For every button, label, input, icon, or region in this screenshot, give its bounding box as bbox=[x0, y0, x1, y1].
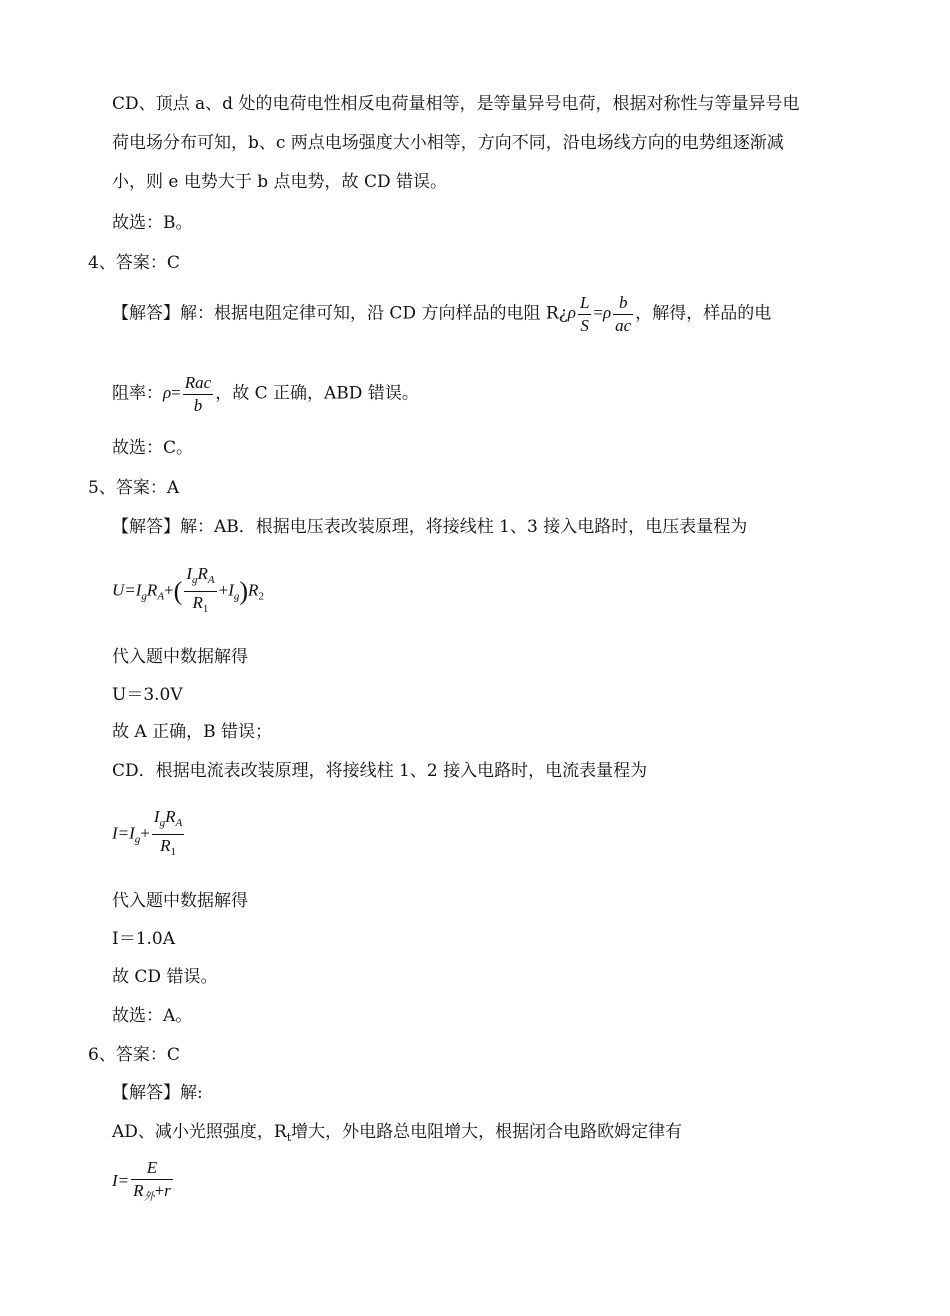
q4-choice: 故选：C。 bbox=[112, 438, 194, 458]
q5-voltage-formula: $U=I_gR_A+$( $\frac{I_gR_A}{R_1}$ $+I_g)R_2$ bbox=[112, 564, 264, 615]
q5-choice: 故选：A。 bbox=[112, 1006, 193, 1026]
q4-solution-line bbox=[112, 292, 862, 337]
q3-choice: 故选：B。 bbox=[112, 213, 193, 233]
q4-answer: 4、答案：C bbox=[88, 253, 180, 273]
q5-substitute-1: 代入题中数据解得 bbox=[112, 647, 248, 667]
q5-answer: 5、答案：A bbox=[88, 478, 180, 498]
q5-ab-intro: 【解答】解：AB．根据电压表改装原理，将接线柱 1、3 接入电路时，电压表量程为 bbox=[112, 517, 748, 537]
cd-analysis-line-3: 小，则 e 电势大于 b 点电势，故 CD 错误。 bbox=[112, 172, 448, 192]
q4-solution-suffix: ，解得，样品的电 bbox=[635, 303, 772, 324]
q4-solution-prefix: 【解答】解：根据电阻定律可知，沿 CD 方向样品的电阻 R¿ bbox=[112, 303, 568, 324]
q4-resistivity-prefix: 阻率： bbox=[112, 383, 163, 404]
q6-answer: 6、答案：C bbox=[88, 1045, 180, 1065]
cd-analysis-line-1: CD、顶点 a、d 处的电荷电性相反电荷量相等，是等量异号电荷，根据对称性与等量异号电 bbox=[112, 94, 800, 114]
q5-cd-intro: CD．根据电流表改装原理，将接线柱 1、2 接入电路时，电流表量程为 bbox=[112, 761, 648, 781]
q4-resistivity-line bbox=[112, 372, 862, 417]
q5-current-value: I＝1.0A bbox=[112, 929, 176, 949]
q5-cd-conclusion: 故 CD 错误。 bbox=[112, 967, 218, 987]
q5-voltage-value: U＝3.0V bbox=[112, 685, 183, 705]
q4-resistivity-suffix: ，故 C 正确，ABD 错误。 bbox=[215, 383, 419, 404]
q4-resistivity-formula: ρ= $\frac{\text{Rac}}{b}$ bbox=[163, 373, 212, 415]
q6-ohm-formula: I= $\frac{E}{R_外+r}$ bbox=[112, 1157, 171, 1203]
q4-resistance-formula: ρ $\frac{L}{S}$ =ρ $\frac{b}{ac}$ bbox=[567, 293, 632, 335]
q5-current-formula: $I=I_g+$ $\frac{I_gR_A}{R_1}$ bbox=[112, 807, 183, 858]
q6-solution-label: 【解答】解: bbox=[112, 1083, 203, 1103]
q5-substitute-2: 代入题中数据解得 bbox=[112, 891, 248, 911]
q5-ab-conclusion: 故 A 正确，B 错误； bbox=[112, 722, 272, 742]
cd-analysis-line-2: 荷电场分布可知，b、c 两点电场强度大小相等，方向不同，沿电场线方向的电势组逐渐减 bbox=[112, 133, 784, 153]
q6-ad-line: AD、减小光照强度，$R_t$增大，外电路总电阻增大，根据闭合电路欧姆定律有 bbox=[112, 1122, 683, 1144]
